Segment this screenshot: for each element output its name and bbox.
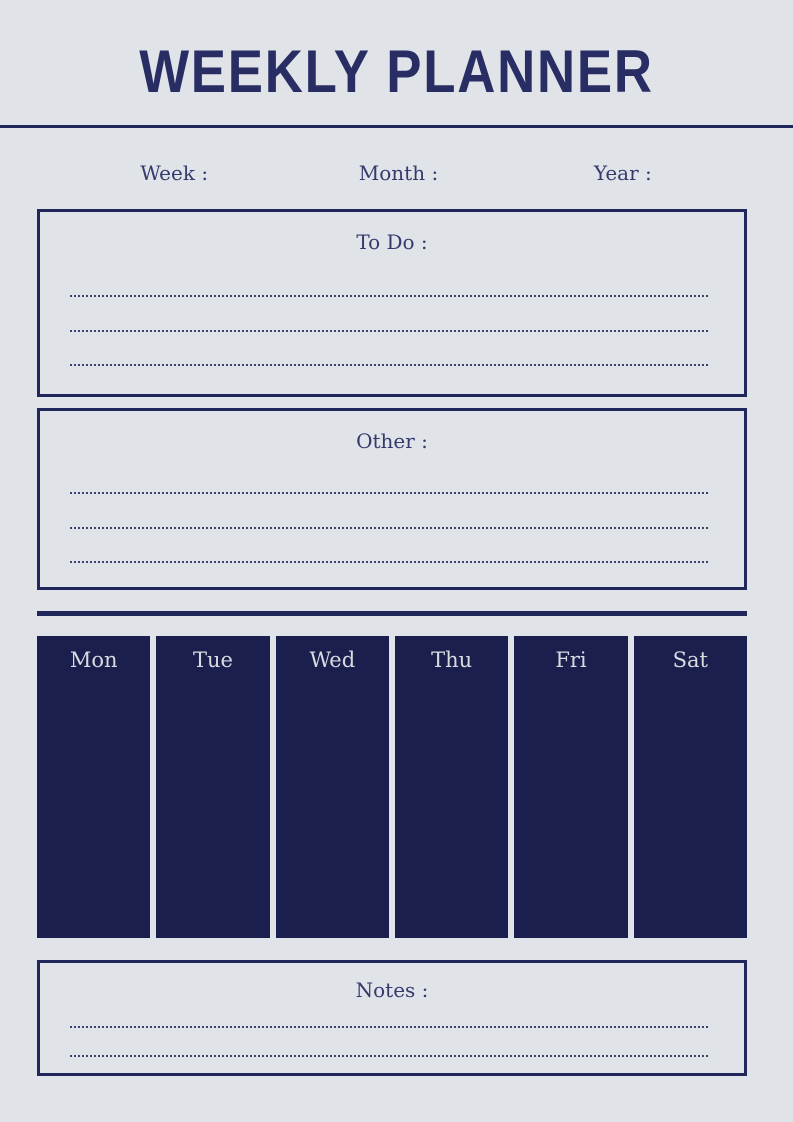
todo-section [37, 209, 747, 397]
write-line [70, 492, 708, 494]
days-row [37, 636, 747, 938]
write-line [70, 330, 708, 332]
write-line [70, 364, 708, 366]
day-label: Thu [431, 648, 473, 672]
month-label: Month : [358, 161, 439, 185]
day-column-mon [37, 636, 150, 938]
day-label: Fri [555, 648, 587, 672]
page-title: WEEKLY PLANNER [139, 38, 654, 105]
write-line [70, 295, 708, 297]
write-line [70, 527, 708, 529]
year-label: Year : [593, 161, 652, 185]
other-section [37, 408, 747, 590]
todo-label: To Do : [356, 230, 428, 254]
meta-row [62, 160, 735, 186]
day-column-sat [634, 636, 747, 938]
notes-section [37, 960, 747, 1076]
other-label: Other : [356, 429, 428, 453]
day-column-fri [514, 636, 627, 938]
day-column-thu [395, 636, 508, 938]
write-line [70, 1055, 708, 1057]
write-line [70, 561, 708, 563]
notes-label: Notes : [355, 978, 429, 1002]
day-label: Mon [69, 648, 118, 672]
section-divider [37, 611, 747, 616]
day-column-wed [276, 636, 389, 938]
day-label: Tue [193, 648, 233, 672]
write-line [70, 1026, 708, 1028]
day-column-tue [156, 636, 269, 938]
title-divider [0, 125, 793, 128]
day-label: Wed [309, 648, 356, 672]
day-label: Sat [672, 648, 708, 672]
week-label: Week : [140, 161, 209, 185]
